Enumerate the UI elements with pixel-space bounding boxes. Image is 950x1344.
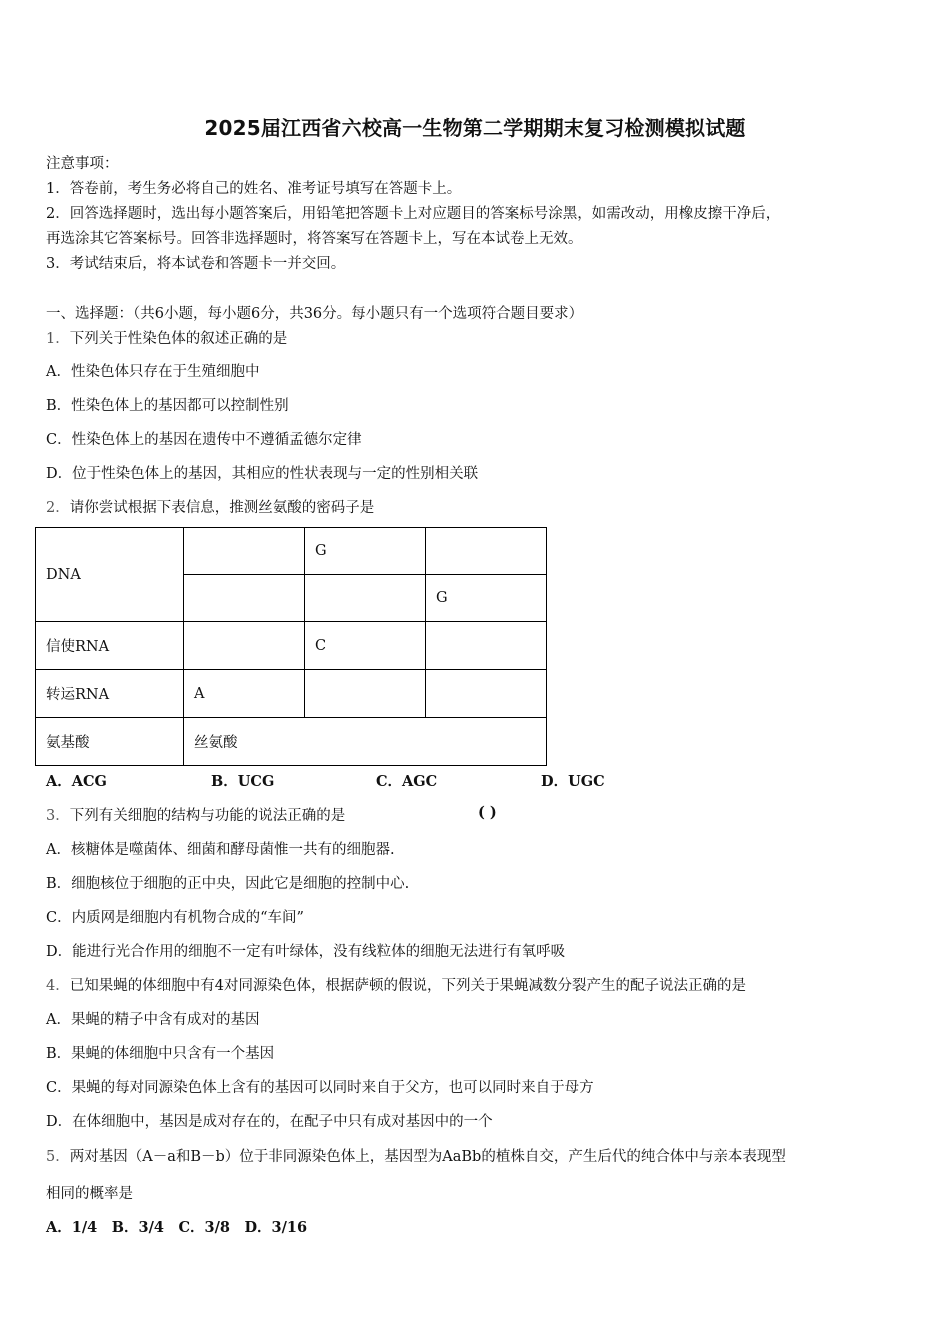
q3-option-a: A．核糖体是噬菌体、细菌和酵母菌惟一共有的细胞器. <box>46 842 395 858</box>
q2-choice-c: C．AGC <box>376 773 438 790</box>
notice-heading: 注意事项： <box>46 156 119 172</box>
q5-options: A．1/4 B．3/4 C．3/8 D．3/16 <box>46 1219 308 1236</box>
codon-table <box>35 527 547 766</box>
q4-option-d: D．在体细胞中，基因是成对存在的，在配子中只有成对基因中的一个 <box>46 1114 493 1130</box>
question-stem-continued: 相同的概率是 <box>46 1186 133 1202</box>
q2-choice-b: B．UCG <box>211 773 275 790</box>
question-1 <box>46 327 287 348</box>
question-2 <box>46 496 374 517</box>
question-stem: 下列有关细胞的结构与功能的说法正确的是 <box>69 808 346 824</box>
question-5 <box>46 1145 786 1166</box>
q3-option-d: D．能进行光合作用的细胞不一定有叶绿体，没有线粒体的细胞无法进行有氧呼吸 <box>46 944 566 960</box>
table-cell: A <box>184 670 305 718</box>
q2-choice-a: A．ACG <box>46 773 107 790</box>
q3-option-c: C．内质网是细胞内有机物合成的“车间” <box>46 910 304 926</box>
question-number: 3． <box>46 808 70 824</box>
table-cell <box>426 670 547 718</box>
table-cell: C <box>305 622 426 670</box>
notice-item: 2．回答选择题时，选出每小题答案后，用铅笔把答题卡上对应题目的答案标号涂黑，如需改动，用橡皮擦干净后， <box>46 206 781 222</box>
notice-item: 再选涂其它答案标号。回答非选择题时，将答案写在答题卡上，写在本试卷上无效。 <box>46 231 583 247</box>
amino-acid-label: 氨基酸 <box>36 718 184 766</box>
table-cell: G <box>305 528 426 575</box>
q1-option-b: B．性染色体上的基因都可以控制性别 <box>46 398 289 414</box>
question-number: 4． <box>46 978 70 994</box>
trna-label: 转运RNA <box>36 670 184 718</box>
table-cell <box>305 575 426 622</box>
question-stem: 下列关于性染色体的叙述正确的是 <box>69 331 288 347</box>
amino-acid-value: 丝氨酸 <box>184 718 547 766</box>
question-number: 1． <box>46 331 70 347</box>
table-cell <box>184 528 305 575</box>
question-stem: 请你尝试根据下表信息，推测丝氨酸的密码子是 <box>69 500 375 516</box>
question-stem: 已知果蝇的体细胞中有4对同源染色体，根据萨顿的假说，下列关于果蝇减数分裂产生的配子说法正确的是 <box>69 978 746 994</box>
table-cell: G <box>426 575 547 622</box>
section-heading: 一、选择题：（共6小题，每小题6分，共36分。每小题只有一个选项符合题目要求） <box>46 306 584 322</box>
question-number: 2． <box>46 500 70 516</box>
question-number: 5． <box>46 1149 70 1165</box>
table-cell <box>305 670 426 718</box>
dna-label: DNA <box>36 528 184 622</box>
notice-item: 1．答卷前，考生务必将自己的姓名、准考证号填写在答题卡上。 <box>46 181 462 197</box>
q4-option-c: C．果蝇的每对同源染色体上含有的基因可以同时来自于父方，也可以同时来自于母方 <box>46 1080 594 1096</box>
table-cell <box>426 528 547 575</box>
answer-paren: ( ) <box>478 804 497 821</box>
notice-item: 3．考试结束后，将本试卷和答题卡一并交回。 <box>46 256 346 272</box>
q1-option-a: A．性染色体只存在于生殖细胞中 <box>46 364 260 380</box>
q2-choice-d: D．UGC <box>541 773 605 790</box>
q3-option-b: B．细胞核位于细胞的正中央，因此它是细胞的控制中心. <box>46 876 410 892</box>
q4-option-a: A．果蝇的精子中含有成对的基因 <box>46 1012 260 1028</box>
page-title: 2025届江西省六校高一生物第二学期期末复习检测模拟试题 <box>204 116 746 140</box>
question-3 <box>46 804 345 825</box>
table-cell <box>184 575 305 622</box>
mrna-label: 信使RNA <box>36 622 184 670</box>
q1-option-c: C．性染色体上的基因在遗传中不遵循孟德尔定律 <box>46 432 362 448</box>
question-4 <box>46 974 746 995</box>
q1-option-d: D．位于性染色体上的基因，其相应的性状表现与一定的性别相关联 <box>46 466 479 482</box>
table-cell <box>184 622 305 670</box>
question-stem: 两对基因（A－a和B－b）位于非同源染色体上，基因型为AaBb的植株自交，产生后代的纯合体中与亲本表现型 <box>69 1149 786 1165</box>
table-cell <box>426 622 547 670</box>
q4-option-b: B．果蝇的体细胞中只含有一个基因 <box>46 1046 275 1062</box>
